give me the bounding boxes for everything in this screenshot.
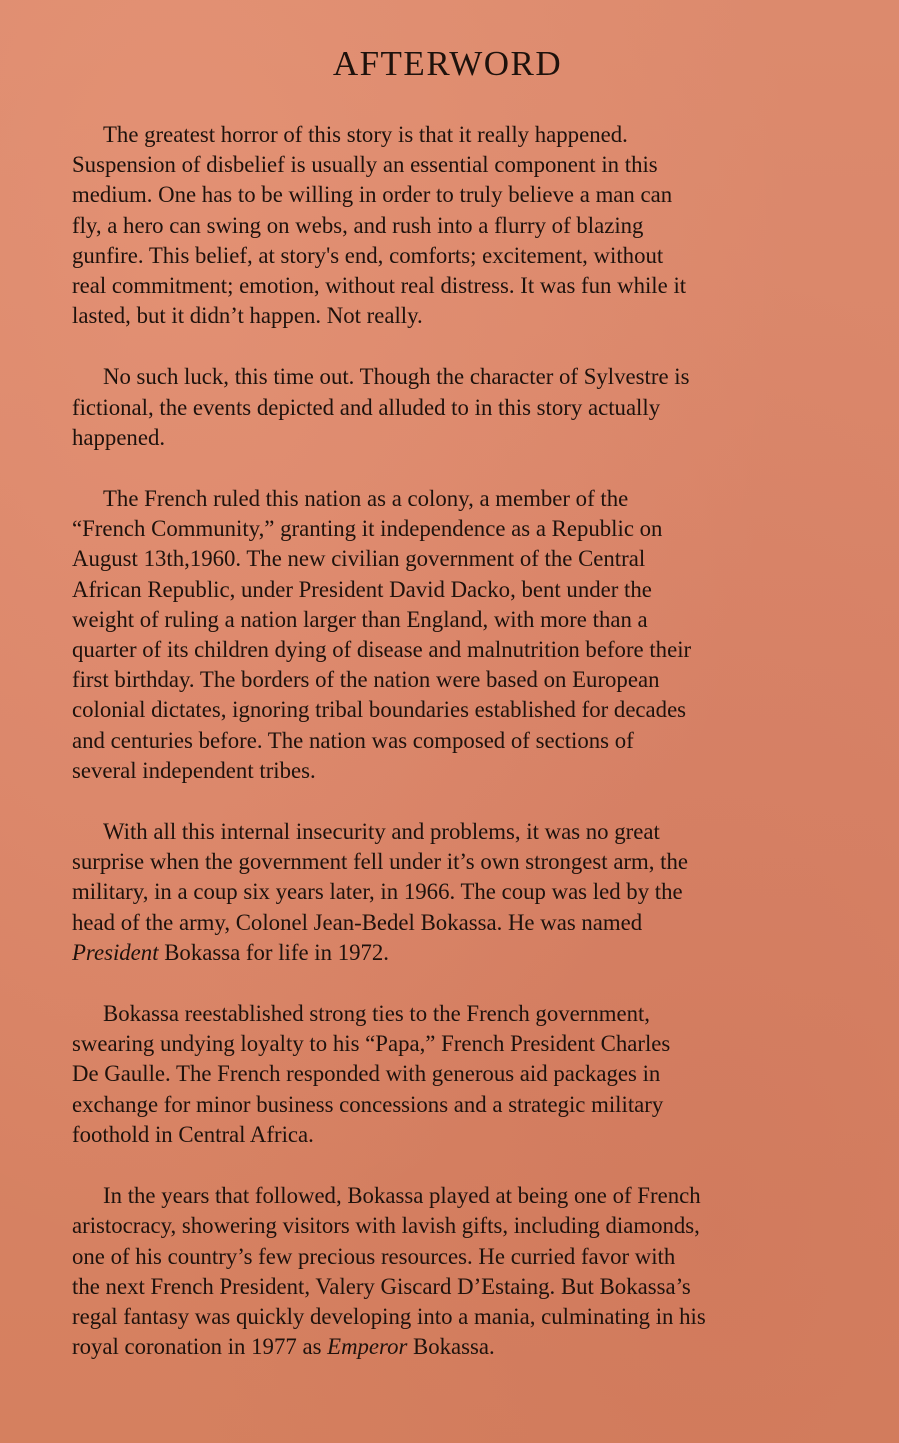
text-line: and centuries before. The nation was composed of sections of — [72, 727, 634, 753]
text-line: The French ruled this nation as a colony, a member of the — [103, 486, 629, 512]
text-line: African Republic, under President David Dacko, bent under the — [72, 576, 652, 602]
text-line: No such luck, this time out. Though the character of Sylvestre is — [103, 364, 690, 390]
text-line: quarter of its children dying of disease and malnutrition before their — [72, 637, 692, 663]
text-line: Bokassa reestablished strong ties to the French government, — [103, 1001, 651, 1027]
text-line: fly, a hero can swing on webs, and rush into a flurry of blazing — [72, 212, 644, 238]
text-line: one of his country’s few precious resources. He curried favor with — [72, 1243, 676, 1269]
text-fragment: Bokassa for life in 1972. — [158, 939, 389, 965]
text-line: With all this internal insecurity and problems, it was no great — [103, 819, 660, 845]
text-line: exchange for minor business concessions and a strategic military — [72, 1091, 664, 1117]
text-line: real commitment; emotion, without real distress. It was fun while it — [72, 273, 687, 299]
text-line: The greatest horror of this story is that it really happened. — [103, 122, 628, 147]
page-title: AFTERWORD — [332, 44, 563, 83]
text-line: August 13th,1960. The new civilian government of the Central — [72, 546, 646, 572]
text-line: head of the army, Colonel Jean-Bedel Bokassa. He was named — [72, 909, 643, 935]
emphasis-emperor: Emperor — [327, 1334, 408, 1360]
paragraph-2 — [72, 362, 823, 453]
text-line: swearing undying loyalty to his “Papa,” French President Charles — [72, 1031, 671, 1057]
text-fragment: Bokassa. — [407, 1334, 495, 1360]
text-line: In the years that followed, Bokassa played at being one of French — [103, 1183, 701, 1209]
text-line: the next French President, Valery Giscard D’Estaing. But Bokassa’s — [72, 1273, 691, 1299]
text-line: medium. One has to be willing in order to truly believe a man can — [72, 182, 673, 208]
text-line: “French Community,” granting it independence as a Republic on — [72, 516, 663, 542]
text-line: regal fantasy was quickly developing into a mania, culminating in his — [72, 1303, 706, 1329]
text-line: first birthday. The borders of the nation were based on European — [72, 667, 660, 693]
text-line: aristocracy, showering visitors with lavish gifts, including diamonds, — [72, 1213, 700, 1239]
text-line: De Gaulle. The French responded with generous aid packages in — [72, 1061, 661, 1087]
text-line: happened. — [72, 424, 166, 450]
emphasis-president: President — [72, 939, 159, 965]
text-line: military, in a coup six years later, in 1966. The coup was led by the — [72, 879, 683, 905]
text-line: foothold in Central Africa. — [72, 1121, 314, 1147]
text-line: fictional, the events depicted and alluded to in this story actually — [72, 394, 661, 420]
text-line: colonial dictates, ignoring tribal boundaries established for decades — [72, 697, 687, 723]
paragraph-3 — [72, 484, 823, 786]
text-line: lasted, but it didn’t happen. Not really. — [72, 303, 423, 329]
paragraph-4 — [72, 817, 823, 968]
text-line: gunfire. This belief, at story's end, comforts; excitement, without — [72, 242, 664, 268]
paragraph-6 — [72, 1181, 823, 1362]
paragraph-1 — [72, 120, 823, 331]
paragraph-5 — [72, 999, 823, 1150]
text-line — [72, 1332, 823, 1362]
text-line: Suspension of disbelief is usually an essential component in this — [72, 152, 658, 178]
text-line: weight of ruling a nation larger than England, with more than a — [72, 606, 648, 632]
text-line: several independent tribes. — [72, 757, 316, 783]
text-fragment: royal coronation in 1977 as — [72, 1334, 328, 1360]
text-line — [72, 938, 823, 968]
text-line: surprise when the government fell under it’s own strongest arm, the — [72, 849, 689, 875]
